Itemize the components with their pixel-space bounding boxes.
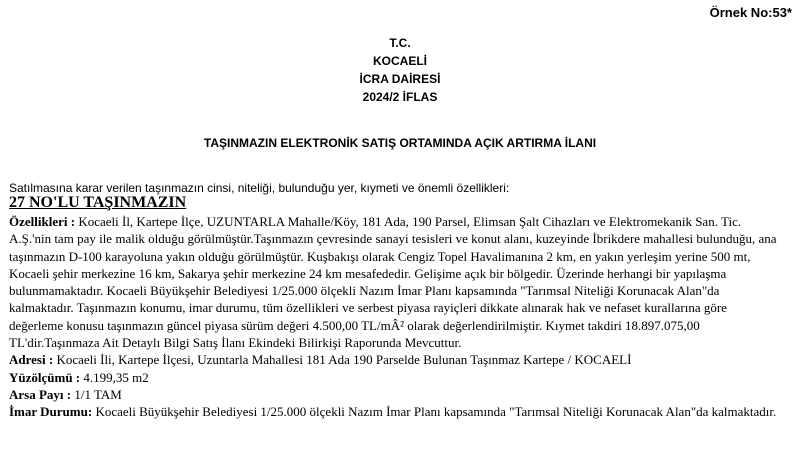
header-line-office: İCRA DAİRESİ xyxy=(359,72,441,86)
features-text: Kocaeli İl, Kartepe İlçe, UZUNTARLA Mahalle/Köy, 181 Ada, 190 Parsel, Elimsan Şalt Cihazları ve Elektromekanik San. Tic. A.Ş.'nin tam pay ile malik olduğu görülmüştür.Taşınmazın çevresinde sanayi tesisleri ve konut alanı, kuzeyinde İbrikdere mahallesi bulunduğu, ana taşınmazın D-100 karayoluna yakın olduğu görülmüştür. Kuşbakışı olarak Cengiz Topel Havalimanına 2 km, en yakın yerleşim yerine 500 mt, Kocaeli şehir merkezine 16 km, Sakarya şehir merkezine 24 km mesafededir. Gelişime açık bir bölgedir. Üzerinde herhangi bir yapılaşma bulunmamaktadır. Kocaeli Büyükşehir Belediyesi 1/25.000 ölçekli Nazım İmar Planı kapsamında "Tarımsal Niteliği Korunacak Alan"da kalmaktadır. Taşınmazın konumu, imar durumu, tüm özellikleri ve serbest piyasa rayiçleri dikkate alınarak hak ve nefaset kurallarına göre değerleme konusu taşınmazın güncel piyasa sürüm değeri 4.500,00 TL/mÂ² olarak değerlendirilmiştir. Kıymet takdiri 18.897.075,00 TL'dir.Taşınmaza Ait Detaylı Bilgi Satış İlanı Ekindeki Bilirkişi Raporunda Mevcuttur. xyxy=(9,214,777,351)
authority-header xyxy=(0,34,800,106)
share-text: 1/1 TAM xyxy=(71,386,122,402)
zoning-label: İmar Durumu: xyxy=(9,404,93,420)
property-heading: 27 NO'LU TAŞINMAZIN xyxy=(9,194,187,211)
area-label: Yüzölçümü : xyxy=(9,369,81,385)
header-line-tc: T.C. xyxy=(389,36,411,50)
address-paragraph xyxy=(9,351,784,368)
zoning-text: Kocaeli Büyükşehir Belediyesi 1/25.000 ölçekli Nazım İmar Planı kapsamında "Tarımsal Niteliği Korunacak Alan"da kalmaktadır. xyxy=(92,404,777,420)
address-text: Kocaeli İli, Kartepe İlçesi, Uzuntarla Mahallesi 181 Ada 190 Parselde Bulunan Taşınmaz Kartepe / KOCAELİ xyxy=(53,352,632,368)
announcement-title: TAŞINMAZIN ELEKTRONİK SATIŞ ORTAMINDA AÇIK ARTIRMA İLANI xyxy=(203,136,597,150)
features-paragraph xyxy=(9,213,784,351)
area-paragraph xyxy=(9,369,784,386)
header-line-city: KOCAELİ xyxy=(373,54,427,68)
share-label: Arsa Payı : xyxy=(9,386,72,402)
zoning-paragraph xyxy=(9,403,784,420)
property-details xyxy=(9,213,784,421)
share-paragraph xyxy=(9,386,784,403)
intro-text: Satılmasına karar verilen taşınmazın cinsi, niteliği, bulunduğu yer, kıymeti ve önemli özellikleri: xyxy=(9,181,510,195)
sample-number: Örnek No:53* xyxy=(709,5,792,20)
features-label: Özellikleri : xyxy=(9,214,76,229)
address-label: Adresi : xyxy=(9,352,54,368)
header-line-case: 2024/2 İFLAS xyxy=(362,90,438,104)
area-text: 4.199,35 m2 xyxy=(80,369,149,385)
